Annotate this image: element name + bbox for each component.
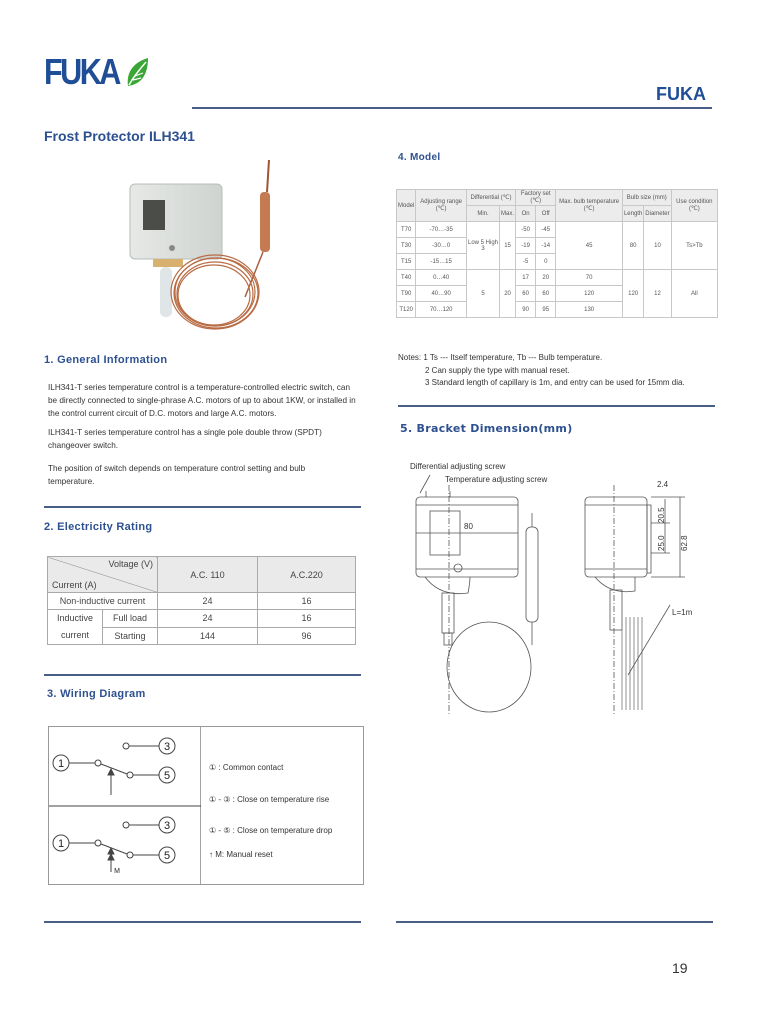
wiring-heading: 3. Wiring Diagram xyxy=(47,688,146,700)
section-rule xyxy=(44,674,361,676)
cell: 144 xyxy=(158,627,258,645)
svg-text:20.5: 20.5 xyxy=(657,507,666,523)
model-table xyxy=(396,189,718,318)
hdr: Length xyxy=(622,206,643,222)
svg-text:3: 3 xyxy=(163,741,171,753)
footer-rule-left xyxy=(44,921,361,923)
brand-name: FUKA xyxy=(656,84,706,104)
svg-text:1: 1 xyxy=(57,838,65,850)
svg-text:L=1m: L=1m xyxy=(672,608,693,617)
svg-text:5: 5 xyxy=(163,770,171,782)
leaf-icon xyxy=(124,56,150,90)
product-photo xyxy=(115,152,305,337)
row-group-label: Inductive current xyxy=(48,610,103,645)
footer-rule-right xyxy=(396,921,713,923)
hdr: Factory set (℃) xyxy=(516,190,556,206)
electricity-rating-table xyxy=(47,556,356,645)
note-2: 2 Can supply the type with manual reset. xyxy=(425,365,570,375)
svg-text:3: 3 xyxy=(163,820,171,832)
table-row: T30 -30…0 -19 -14 xyxy=(397,238,718,254)
row-label: Starting xyxy=(103,627,158,645)
svg-text:Differential adjusting screw: Differential adjusting screw xyxy=(410,462,506,471)
hdr: Max. bulb temperature (℃) xyxy=(556,190,623,222)
table-row: T120 70…120 90 95 130 xyxy=(397,302,718,318)
legend-rise: ① - ③ : Close on temperature rise xyxy=(209,795,330,804)
hdr: On xyxy=(516,206,536,222)
hdr: Diameter xyxy=(644,206,671,222)
model-notes xyxy=(398,352,685,390)
note-3: 3 Standard length of capillary is 1m, and entry can be used for 15mm dia. xyxy=(425,378,685,387)
general-info-para-2: ILH341-T series temperature control has a single pole double throw (SPDT) changeover switch. xyxy=(48,428,322,450)
section-rule xyxy=(44,506,361,508)
cell: 96 xyxy=(258,627,356,645)
row-label: Full load xyxy=(103,610,158,628)
hdr: Max. xyxy=(500,206,516,222)
fuka-logo xyxy=(44,52,154,92)
cell: 16 xyxy=(258,593,356,610)
voltage-label: Voltage (V) xyxy=(108,559,153,569)
table-row: T70 -70…-35 Low 5 High 3 15 -50 -45 45 80 10 Ts>Tb xyxy=(397,222,718,238)
general-info-heading: 1. General Information xyxy=(44,354,168,366)
svg-text:Temperature adjusting screw: Temperature adjusting screw xyxy=(445,475,548,484)
general-info-para-1: ILH341-T series temperature control is a temperature-controlled electric switch, can be directly connected to single-phrase A.C. motors of up to about 1KW, or installed in the control current circuit of D.C. motors and large A.C. motors. xyxy=(48,383,356,418)
table-row: T40 0…40 5 20 17 20 70 120 12 All xyxy=(397,270,718,286)
general-info-para-3: The position of switch depends on temperature control setting and bulb temperature. xyxy=(48,464,306,486)
switch-schematic xyxy=(49,727,201,884)
cell: 16 xyxy=(258,610,356,628)
svg-text:2.4: 2.4 xyxy=(657,480,669,489)
hdr: Min. xyxy=(466,206,499,222)
legend-drop: ① - ⑤ : Close on temperature drop xyxy=(209,826,333,835)
current-label: Current (A) xyxy=(52,580,97,590)
svg-text:M: M xyxy=(114,868,120,875)
hdr: Differential (℃) xyxy=(466,190,515,206)
logo-text: FUKA xyxy=(44,51,119,92)
table-row: T90 40…90 60 60 120 xyxy=(397,286,718,302)
hdr: Use condition (℃) xyxy=(671,190,717,222)
table-row: T15 -15…15 -5 0 xyxy=(397,254,718,270)
svg-text:25.0: 25.0 xyxy=(657,535,666,551)
cell: 24 xyxy=(158,593,258,610)
svg-text:5: 5 xyxy=(163,850,171,862)
hdr: Model xyxy=(397,190,416,222)
legend-manual: ↑ M: Manual reset xyxy=(209,850,273,859)
col-header: A.C. 110 xyxy=(158,557,258,593)
cell: 24 xyxy=(158,610,258,628)
hdr: Adjusting range (℃) xyxy=(416,190,467,222)
note-1: Notes: 1 Ts --- Itself temperature, Tb --- Bulb temperature. xyxy=(398,353,603,362)
hdr: Off xyxy=(536,206,556,222)
wiring-diagram xyxy=(48,726,364,885)
section-rule xyxy=(398,405,715,407)
header-rule xyxy=(192,107,712,109)
svg-text:62.8: 62.8 xyxy=(680,535,689,551)
col-header: A.C.220 xyxy=(258,557,356,593)
legend-common: ① : Common contact xyxy=(209,763,284,772)
svg-text:80: 80 xyxy=(464,522,473,531)
hdr: Bulb size (mm) xyxy=(622,190,671,206)
row-label: Non-inductive current xyxy=(48,593,158,610)
bracket-drawing xyxy=(400,455,720,715)
corner-header-cell xyxy=(48,557,158,593)
electricity-rating-heading: 2. Electricity Rating xyxy=(44,521,153,533)
model-heading: 4. Model xyxy=(398,152,441,163)
page-title: Frost Protector ILH341 xyxy=(44,128,195,144)
svg-text:1: 1 xyxy=(57,758,65,770)
bracket-heading: 5. Bracket Dimension(mm) xyxy=(400,422,573,435)
page-number: 19 xyxy=(672,960,688,976)
